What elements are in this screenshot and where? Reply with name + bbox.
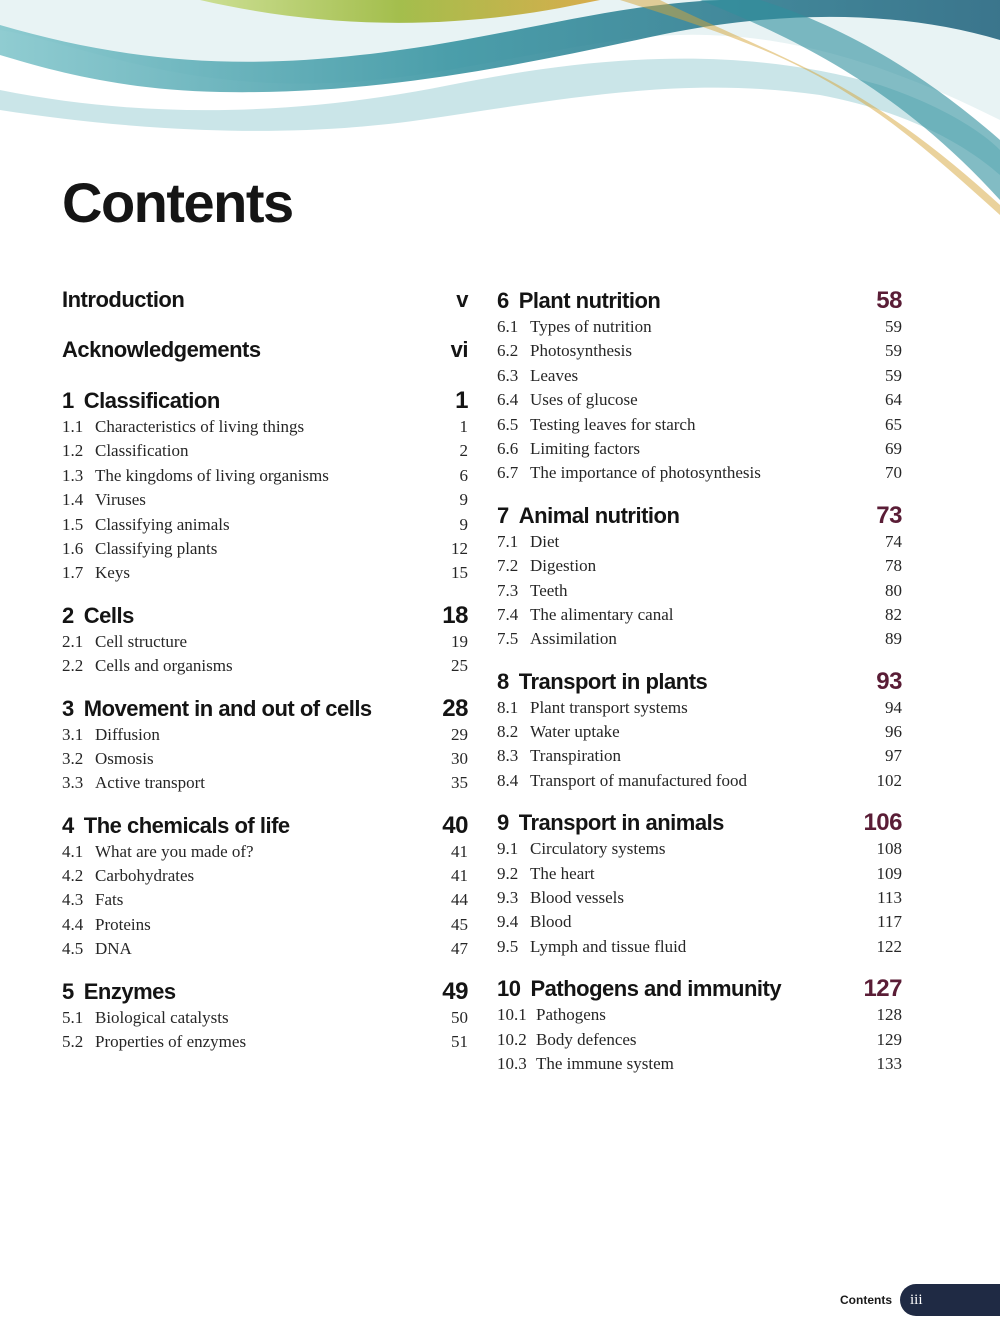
section-title: Keys	[95, 563, 130, 583]
section-number: 7.2	[497, 556, 519, 576]
section-number: 6.3	[497, 365, 519, 385]
section-title-group	[497, 415, 695, 435]
toc-section-row[interactable]	[497, 415, 902, 439]
section-number: 2.1	[62, 631, 84, 651]
section-title-group	[497, 937, 686, 957]
section-page: 80	[885, 580, 902, 600]
section-page: 25	[451, 656, 468, 676]
toc-chapter	[497, 975, 902, 1078]
toc-section-row[interactable]	[497, 463, 902, 487]
toc-section-row[interactable]	[62, 749, 468, 773]
chapter-heading[interactable]	[497, 809, 902, 839]
section-page: 29	[451, 724, 468, 744]
toc-section-row[interactable]	[62, 773, 468, 797]
section-page: 96	[885, 722, 902, 742]
section-title-group	[497, 1054, 674, 1074]
section-title: Pathogens	[536, 1005, 606, 1025]
section-title: The alimentary canal	[530, 604, 674, 624]
section-page: 102	[876, 770, 902, 790]
section-number: 7.1	[497, 531, 519, 551]
chapter-heading[interactable]	[497, 668, 902, 698]
section-number: 9.1	[497, 839, 519, 859]
toc-acknowledgements[interactable]	[62, 337, 468, 367]
section-title-group	[62, 939, 132, 959]
section-title-group	[497, 629, 617, 649]
chapter-title: Plant nutrition	[518, 288, 661, 313]
section-title: Characteristics of living things	[95, 417, 305, 436]
toc-section-row[interactable]	[497, 605, 902, 629]
section-title-group	[497, 698, 688, 718]
chapter-title-group	[497, 976, 781, 1002]
toc-section-row[interactable]	[62, 842, 468, 866]
section-title: Cell structure	[95, 631, 188, 651]
left-chapter-list	[62, 387, 468, 1056]
section-title: Classifying plants	[95, 538, 218, 558]
section-page: 2	[459, 441, 468, 461]
section-title-group	[62, 915, 151, 935]
toc-section-row[interactable]	[497, 698, 902, 722]
chapter-number: 8	[497, 668, 509, 694]
section-title-group	[62, 725, 160, 745]
section-title: Blood	[530, 912, 572, 932]
toc-chapter	[62, 695, 468, 798]
section-number: 9.3	[497, 888, 519, 908]
section-page: 59	[885, 365, 902, 385]
toc-left-column	[62, 287, 468, 1070]
section-title-group	[62, 1032, 246, 1052]
front-matter-page: v	[456, 287, 468, 312]
section-title-group	[62, 656, 233, 676]
toc-section-row[interactable]	[62, 563, 468, 587]
toc-section-row[interactable]	[497, 746, 902, 770]
section-title: Classifying animals	[95, 514, 230, 534]
section-number: 3.1	[62, 724, 84, 744]
chapter-title: Transport in animals	[518, 810, 724, 836]
section-title-group	[497, 463, 761, 483]
section-title-group	[497, 532, 559, 552]
section-page: 59	[885, 341, 902, 361]
section-title-group	[497, 771, 747, 791]
section-title-group	[497, 317, 652, 337]
toc-section-row[interactable]	[497, 912, 902, 936]
chapter-page: 106	[863, 809, 902, 837]
section-number: 4.5	[62, 939, 84, 959]
section-page: 1	[459, 417, 468, 436]
section-title-group	[497, 1030, 637, 1050]
section-title-group	[497, 366, 578, 386]
chapter-title-group	[497, 810, 724, 836]
chapter-heading[interactable]	[497, 287, 902, 317]
section-title: Blood vessels	[530, 888, 624, 908]
section-title: Osmosis	[95, 748, 154, 768]
section-title-group	[62, 539, 217, 559]
section-title: Assimilation	[530, 629, 617, 649]
toc-section-row[interactable]	[62, 515, 468, 539]
section-title: Diet	[530, 531, 560, 551]
section-page: 94	[885, 697, 902, 717]
chapter-title: Animal nutrition	[518, 502, 680, 528]
chapter-title-group	[497, 288, 660, 314]
chapter-page: 49	[442, 977, 468, 1005]
section-title: Teeth	[530, 580, 568, 600]
toc-introduction[interactable]	[62, 287, 468, 317]
section-page: 78	[885, 556, 902, 576]
section-page: 9	[459, 514, 468, 534]
section-title-group	[62, 866, 194, 886]
section-title: The kingdoms of living organisms	[95, 465, 329, 485]
section-title: DNA	[95, 939, 132, 959]
section-title: Water uptake	[530, 722, 620, 742]
section-number: 9.4	[497, 912, 519, 932]
chapter-title-group	[62, 813, 290, 839]
section-page: 19	[451, 631, 468, 651]
section-page: 89	[885, 629, 902, 649]
chapter-title-group	[62, 603, 134, 629]
section-number: 6.7	[497, 463, 519, 483]
section-page: 133	[876, 1053, 902, 1073]
section-title: Classification	[95, 441, 189, 461]
toc-chapter	[62, 602, 468, 681]
chapter-number: 3	[62, 695, 74, 721]
page-number-tab	[900, 1284, 1000, 1316]
section-title: Active transport	[95, 773, 205, 793]
section-title: Diffusion	[95, 724, 160, 744]
right-chapter-list	[497, 287, 902, 1078]
chapter-number: 7	[497, 502, 509, 528]
toc-chapter	[62, 387, 468, 588]
toc-section-row[interactable]	[497, 390, 902, 414]
section-number: 1.5	[62, 514, 84, 534]
section-title-group	[62, 441, 188, 461]
section-page: 12	[451, 538, 468, 558]
toc-section-row[interactable]	[62, 1008, 468, 1032]
section-number: 7.3	[497, 580, 519, 600]
section-title: The heart	[530, 863, 595, 883]
toc-section-row[interactable]	[62, 656, 468, 680]
section-page: 70	[885, 463, 902, 483]
section-title-group	[497, 722, 620, 742]
toc-section-row[interactable]	[497, 1054, 902, 1078]
chapter-title: Transport in plants	[518, 668, 708, 694]
section-number: 6.5	[497, 414, 519, 434]
section-title-group	[62, 466, 329, 486]
toc-section-row[interactable]	[497, 532, 902, 556]
chapter-heading[interactable]	[62, 812, 468, 842]
section-title-group	[497, 341, 632, 361]
toc-chapter	[62, 978, 468, 1057]
section-title: Plant transport systems	[530, 697, 688, 717]
section-title-group	[62, 749, 154, 769]
page-footer	[840, 1284, 1000, 1316]
section-number: 5.2	[62, 1032, 84, 1052]
section-number: 6.4	[497, 390, 519, 410]
section-title: Lymph and tissue fluid	[530, 936, 687, 956]
chapter-number: 9	[497, 810, 509, 836]
toc-section-row[interactable]	[62, 466, 468, 490]
toc-section-row[interactable]	[497, 366, 902, 390]
chapter-page: 40	[442, 811, 468, 839]
section-title-group	[62, 1008, 229, 1028]
chapter-title-group	[497, 503, 679, 529]
chapter-page: 58	[876, 287, 902, 314]
toc-section-row[interactable]	[62, 1032, 468, 1056]
section-number: 8.2	[497, 722, 519, 742]
section-number: 8.4	[497, 770, 519, 790]
toc-section-row[interactable]	[62, 915, 468, 939]
chapter-page: 127	[863, 975, 902, 1003]
section-page: 41	[451, 866, 468, 886]
chapter-title-group	[62, 388, 220, 414]
chapter-title: The chemicals of life	[83, 812, 290, 838]
toc-section-row[interactable]	[62, 441, 468, 465]
section-page: 59	[885, 317, 902, 336]
section-number: 8.1	[497, 697, 519, 717]
section-number: 5.1	[62, 1007, 84, 1027]
section-number: 3.2	[62, 748, 84, 768]
section-title-group	[62, 417, 304, 437]
section-title: Transpiration	[530, 746, 621, 766]
section-title-group	[497, 439, 640, 459]
chapter-page: 28	[442, 694, 468, 722]
chapter-title-group	[62, 696, 372, 722]
section-page: 41	[451, 841, 468, 861]
section-page: 50	[451, 1007, 468, 1027]
section-page: 82	[885, 604, 902, 624]
front-matter-label: Acknowledgements	[62, 337, 261, 362]
toc-section-row[interactable]	[497, 888, 902, 912]
section-page: 47	[451, 939, 468, 959]
footer-page-number: iii	[910, 1291, 923, 1308]
section-number: 10.2	[497, 1029, 527, 1049]
section-page: 122	[876, 936, 902, 956]
section-title: Uses of glucose	[530, 390, 638, 410]
toc-section-row[interactable]	[497, 581, 902, 605]
toc-section-row[interactable]	[62, 632, 468, 656]
toc-chapter	[497, 287, 902, 488]
section-title-group	[497, 888, 624, 908]
section-page: 44	[451, 890, 468, 910]
toc-section-row[interactable]	[62, 725, 468, 749]
section-number: 10.1	[497, 1005, 527, 1025]
section-title: Leaves	[530, 365, 579, 385]
section-page: 129	[876, 1029, 902, 1049]
section-page: 15	[451, 563, 468, 583]
chapter-number: 4	[62, 812, 74, 838]
section-title-group	[497, 556, 596, 576]
section-title: Testing leaves for starch	[530, 414, 696, 434]
section-title: What are you made of?	[95, 841, 254, 861]
chapter-title-group	[62, 979, 176, 1005]
toc-section-row[interactable]	[62, 890, 468, 914]
chapter-title: Cells	[83, 602, 134, 628]
chapter-page: 73	[876, 501, 902, 529]
section-title-group	[62, 890, 123, 910]
front-matter-label: Introduction	[62, 287, 185, 312]
chapter-number: 6	[497, 288, 509, 313]
chapter-title: Classification	[83, 388, 220, 413]
section-number: 7.4	[497, 604, 519, 624]
page-title: Contents	[62, 171, 293, 234]
section-title-group	[497, 912, 572, 932]
section-number: 7.5	[497, 629, 519, 649]
chapter-number: 1	[62, 388, 74, 413]
section-page: 109	[876, 863, 902, 883]
toc-section-row[interactable]	[497, 1030, 902, 1054]
section-title-group	[62, 632, 187, 652]
chapter-title: Movement in and out of cells	[83, 695, 372, 721]
section-title: Carbohydrates	[95, 866, 195, 886]
section-title: Digestion	[530, 556, 597, 576]
section-number: 1.7	[62, 563, 84, 583]
section-title: Fats	[95, 890, 124, 910]
section-page: 6	[459, 465, 468, 485]
section-page: 117	[877, 912, 902, 932]
chapter-page: 18	[442, 601, 468, 629]
chapter-heading[interactable]	[62, 387, 468, 417]
section-number: 1.6	[62, 538, 84, 558]
toc-section-row[interactable]	[497, 722, 902, 746]
section-number: 2.2	[62, 656, 84, 676]
toc-section-row[interactable]	[62, 866, 468, 890]
section-title: The immune system	[536, 1053, 674, 1073]
toc-chapter	[497, 668, 902, 796]
section-page: 74	[885, 531, 902, 551]
toc-section-row[interactable]	[62, 490, 468, 514]
section-number: 6.2	[497, 341, 519, 361]
chapter-number: 10	[497, 976, 521, 1002]
section-number: 6.1	[497, 317, 519, 336]
section-page: 51	[451, 1032, 468, 1052]
section-title-group	[62, 842, 254, 862]
toc-section-row[interactable]	[62, 939, 468, 963]
section-title: Circulatory systems	[530, 839, 666, 859]
section-page: 35	[451, 773, 468, 793]
section-page: 108	[876, 839, 902, 859]
chapter-page: 93	[876, 667, 902, 695]
section-number: 3.3	[62, 773, 84, 793]
section-title: Transport of manufactured food	[530, 770, 748, 790]
chapter-heading[interactable]	[62, 602, 468, 632]
section-title-group	[497, 581, 568, 601]
chapter-title: Pathogens and immunity	[530, 976, 782, 1002]
toc-chapter	[497, 809, 902, 961]
section-number: 4.4	[62, 914, 84, 934]
toc-section-row[interactable]	[497, 839, 902, 863]
section-page: 64	[885, 390, 902, 410]
front-matter-page: vi	[450, 337, 468, 362]
section-title-group	[497, 839, 666, 859]
section-number: 10.3	[497, 1053, 527, 1073]
section-title-group	[62, 515, 230, 535]
section-number: 4.2	[62, 866, 84, 886]
section-title-group	[497, 746, 621, 766]
section-page: 128	[876, 1005, 902, 1025]
section-title-group	[62, 490, 146, 510]
section-title-group	[497, 864, 595, 884]
toc-section-row[interactable]	[497, 317, 902, 341]
toc-section-row[interactable]	[497, 864, 902, 888]
chapter-heading[interactable]	[62, 978, 468, 1008]
section-page: 9	[459, 490, 468, 510]
section-title-group	[497, 1005, 606, 1025]
section-number: 1.1	[62, 417, 84, 436]
section-page: 97	[885, 746, 902, 766]
chapter-heading[interactable]	[497, 975, 902, 1005]
toc-section-row[interactable]	[497, 439, 902, 463]
section-title: Biological catalysts	[95, 1007, 229, 1027]
section-number: 1.2	[62, 441, 84, 461]
toc-section-row[interactable]	[497, 771, 902, 795]
toc-section-row[interactable]	[497, 341, 902, 365]
section-title: Properties of enzymes	[95, 1032, 247, 1052]
section-number: 6.6	[497, 438, 519, 458]
toc-section-row[interactable]	[497, 937, 902, 961]
toc-section-row[interactable]	[62, 539, 468, 563]
section-number: 9.2	[497, 863, 519, 883]
section-title: Cells and organisms	[95, 656, 233, 676]
section-page: 30	[451, 748, 468, 768]
chapter-heading[interactable]	[62, 695, 468, 725]
section-number: 4.3	[62, 890, 84, 910]
toc-section-row[interactable]	[62, 417, 468, 441]
chapter-title-group	[497, 669, 707, 695]
toc-section-row[interactable]	[497, 629, 902, 653]
section-page: 45	[451, 914, 468, 934]
section-title-group	[62, 773, 205, 793]
toc-section-row[interactable]	[497, 556, 902, 580]
toc-right-column	[497, 287, 902, 1092]
section-page: 65	[885, 414, 902, 434]
section-title: Photosynthesis	[530, 341, 633, 361]
section-title-group	[62, 563, 130, 583]
toc-chapter	[497, 502, 902, 654]
chapter-page: 1	[455, 387, 468, 414]
section-number: 8.3	[497, 746, 519, 766]
chapter-number: 5	[62, 978, 74, 1004]
section-title: Limiting factors	[530, 438, 641, 458]
section-title-group	[497, 390, 638, 410]
section-number: 9.5	[497, 936, 519, 956]
chapter-title: Enzymes	[83, 978, 176, 1004]
section-title-group	[497, 605, 673, 625]
section-page: 113	[877, 888, 902, 908]
chapter-heading[interactable]	[497, 502, 902, 532]
section-title: Body defences	[536, 1029, 637, 1049]
footer-label: Contents	[840, 1293, 892, 1307]
section-title: Types of nutrition	[530, 317, 652, 336]
toc-section-row[interactable]	[497, 1005, 902, 1029]
chapter-number: 2	[62, 602, 74, 628]
section-title: Viruses	[95, 490, 146, 510]
section-title: The importance of photosynthesis	[530, 463, 761, 483]
section-page: 69	[885, 438, 902, 458]
section-number: 1.3	[62, 465, 84, 485]
toc-chapter	[62, 812, 468, 964]
section-title: Proteins	[95, 914, 151, 934]
section-number: 1.4	[62, 490, 84, 510]
section-number: 4.1	[62, 841, 84, 861]
